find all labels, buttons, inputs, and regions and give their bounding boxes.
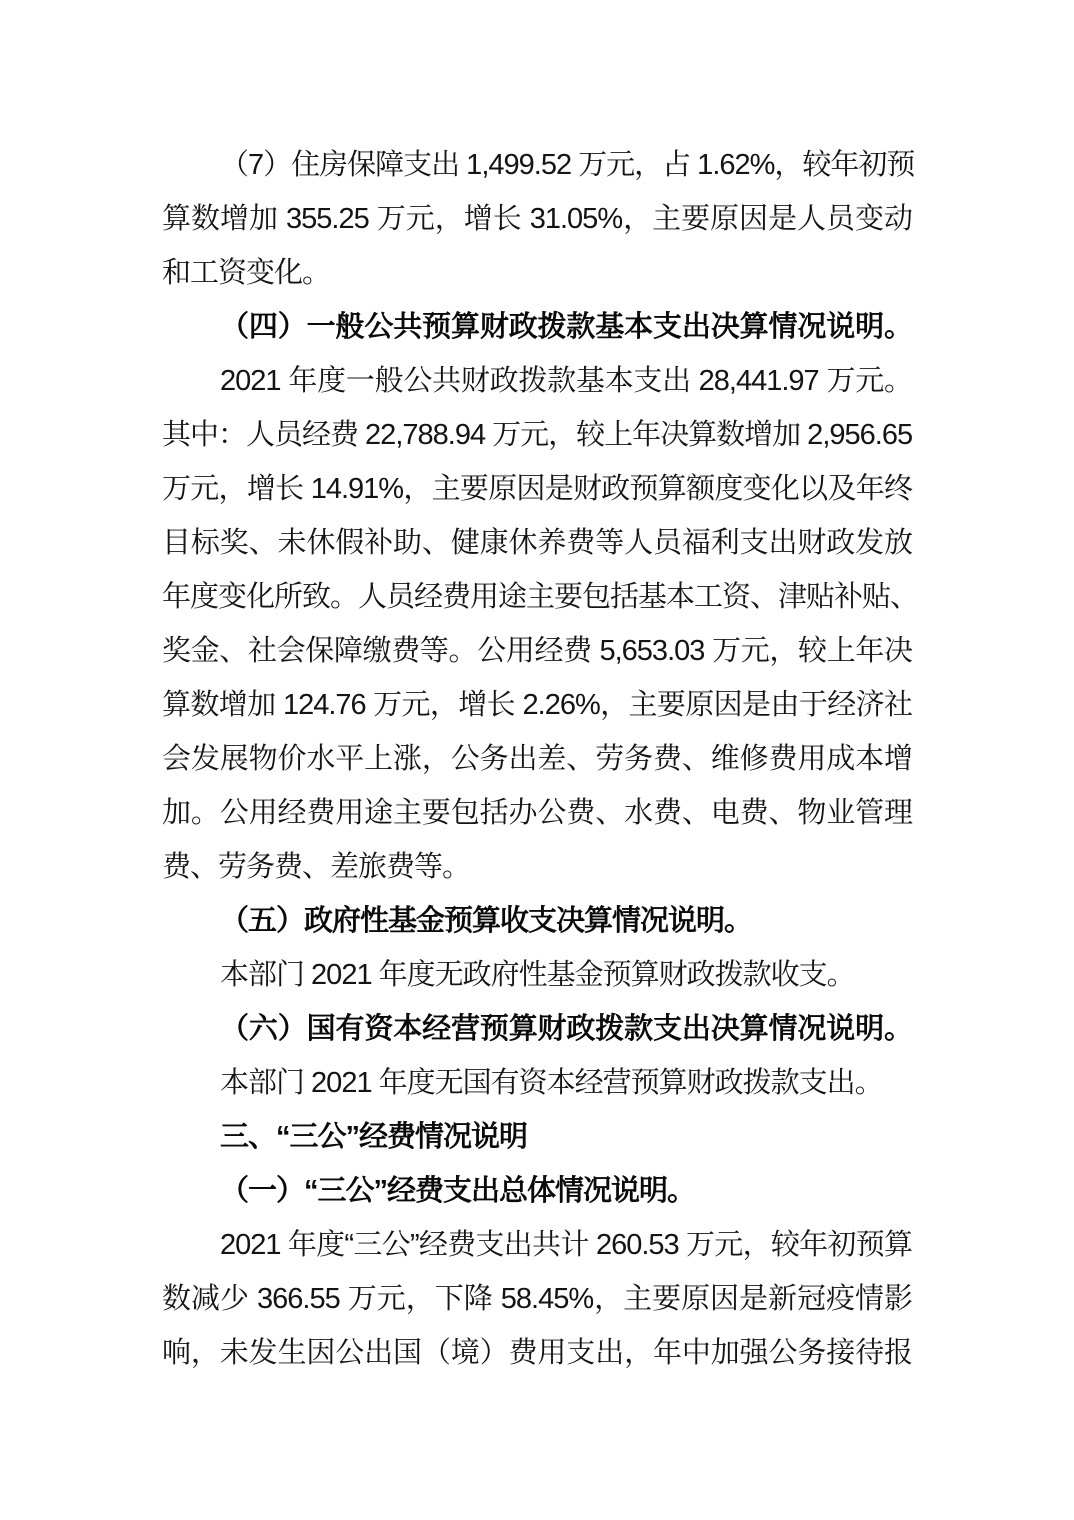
heading-section-5 xyxy=(162,894,912,948)
text-line: （7）住房保障支出 1,499.52 万元，占 1.62%，较年初预 xyxy=(220,149,915,181)
text-line: 算数增加 124.76 万元，增长 2.26%，主要原因是由于经济社 xyxy=(162,689,912,721)
para-basic-expense xyxy=(162,354,919,894)
text-line: 2021 年度“三公”经费支出共计 260.53 万元，较年初预算 xyxy=(220,1229,912,1261)
para-no-gov-fund xyxy=(162,948,912,1002)
text-line: 响，未发生因公出国（境）费用支出，年中加强公务接待报 xyxy=(162,1337,912,1369)
text-line: 本部门 2021 年度无国有资本经营预算财政拨款支出。 xyxy=(220,1067,883,1099)
text-line: 和工资变化。 xyxy=(162,257,331,289)
text-line: 算数增加 355.25 万元，增长 31.05%，主要原因是人员变动 xyxy=(162,203,912,235)
heading-section-4 xyxy=(162,300,912,354)
heading-section-6 xyxy=(162,1002,912,1056)
heading-three-public xyxy=(162,1110,912,1164)
para-housing-expense xyxy=(162,138,915,300)
text-line: （一）“三公”经费支出总体情况说明。 xyxy=(220,1175,696,1207)
text-line: 本部门 2021 年度无政府性基金预算财政拨款收支。 xyxy=(220,959,855,991)
heading-three-public-overall xyxy=(162,1164,912,1218)
para-three-public-total xyxy=(162,1218,912,1380)
text-line: 会发展物价水平上涨，公务出差、劳务费、维修费用成本增 xyxy=(162,743,912,775)
text-line: 加。公用经费用途主要包括办公费、水费、电费、物业管理 xyxy=(162,797,912,829)
document-body xyxy=(162,138,919,1380)
text-line: （五）政府性基金预算收支决算情况说明。 xyxy=(220,905,753,937)
text-line: 万元，增长 14.91%，主要原因是财政预算额度变化以及年终 xyxy=(162,473,912,505)
para-no-state-capital xyxy=(162,1056,912,1110)
text-line: 费、劳务费、差旅费等。 xyxy=(162,851,471,883)
text-line: （六）国有资本经营预算财政拨款支出决算情况说明。 xyxy=(220,1013,912,1045)
text-line: 目标奖、未休假补助、健康休养费等人员福利支出财政发放 xyxy=(162,527,912,559)
text-line: 其中：人员经费 22,788.94 万元，较上年决算数增加 2,956.65 xyxy=(162,419,913,451)
text-line: 数减少 366.55 万元，下降 58.45%，主要原因是新冠疫情影 xyxy=(162,1283,912,1315)
text-line: 三、“三公”经费情况说明 xyxy=(220,1121,528,1153)
text-line: 年度变化所致。人员经费用途主要包括基本工资、津贴补贴、 xyxy=(162,581,919,613)
text-line: （四）一般公共预算财政拨款基本支出决算情况说明。 xyxy=(220,311,912,343)
text-line: 2021 年度一般公共财政拨款基本支出 28,441.97 万元。 xyxy=(220,365,912,397)
text-line: 奖金、社会保障缴费等。公用经费 5,653.03 万元，较上年决 xyxy=(162,635,912,667)
